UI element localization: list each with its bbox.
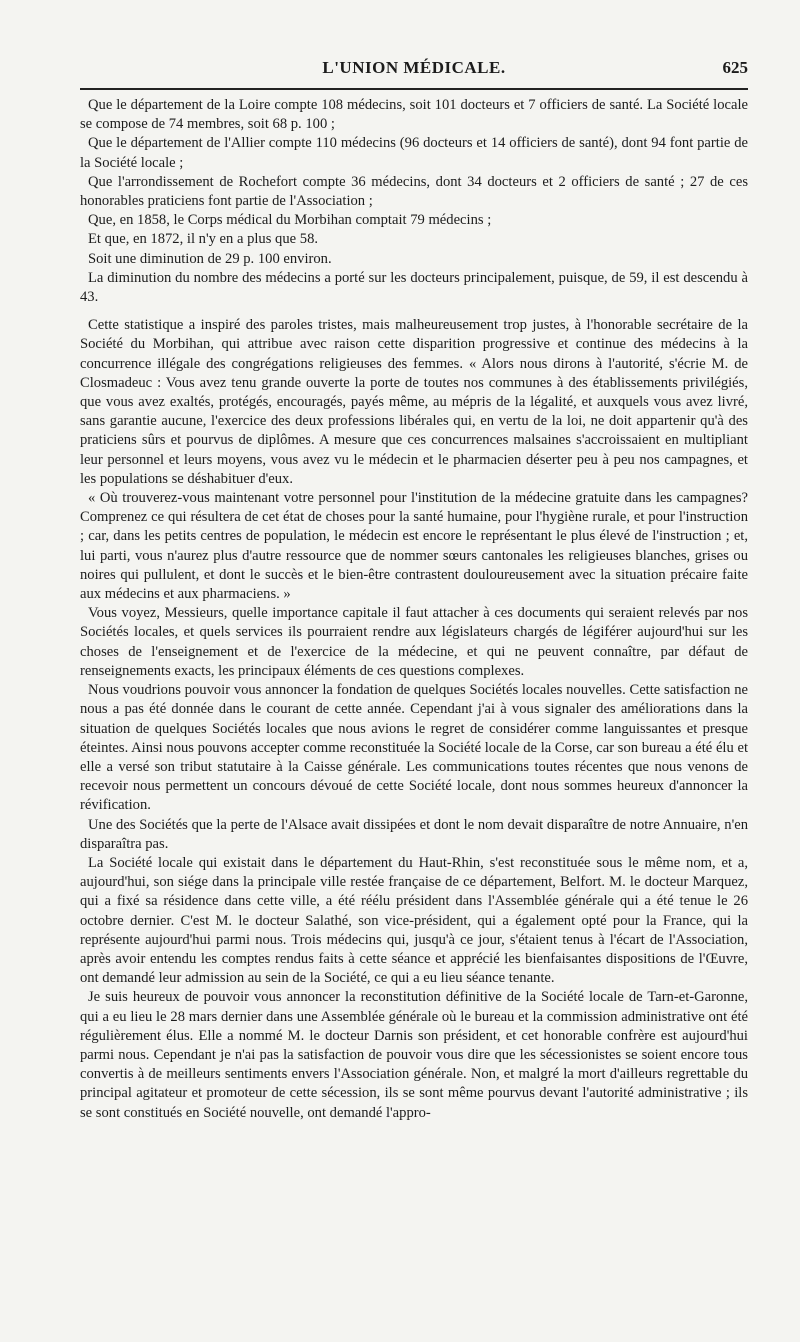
paragraph-rochefort: Que l'arrondissement de Rochefort compte 36 médecins, dont 34 docteurs et 2 officiers de santé ; 27 de ces honorables praticiens font partie de l'Association ; [80, 173, 748, 210]
paragraph-alsace: Une des Sociétés que la perte de l'Alsace avait dissipées et dont le nom devait disparaître de notre Annuaire, n'en disparaîtra pas. [80, 816, 748, 852]
paragraph-haut-rhin: La Société locale qui existait dans le département du Haut-Rhin, s'est reconstituée sous le même nom, et a, aujourd'hui, son siége dans la principale ville restée française de ce département, Belfort. M. le docteur Marquez, qui a fixé sa résidence dans cette ville, a été réélu président dans l'Assemblée générale qui a été tenue le 26 octobre dernier. C'est M. le docteur Salathé, son vice-président, qui a également opté pour la France, qui la représente aujourd'hui parmi nous. Trois médecins qui, jusqu'à ce jour, s'étaient tenus à l'écart de l'Association, après avoir entendu les comptes rendus faits à cette séance et apprécié les bienfaisantes dispositions de l'Œuvre, ont demandé leur admission au sein de la Société, ce qui a eu lieu séance tenante. [80, 854, 748, 987]
article-body [80, 96, 748, 1123]
paragraph-morbihan-1858: Que, en 1858, le Corps médical du Morbihan comptait 79 médecins ; [88, 212, 492, 229]
running-header [80, 56, 748, 86]
paragraph-diminution-percent: Soit une diminution de 29 p. 100 environ. [88, 250, 332, 267]
paragraph-diminution-docteurs: La diminution du nombre des médecins a porté sur les docteurs principalement, puisque, de 59, il est descendu à 43. [80, 269, 748, 306]
paragraph-quote-campagnes: « Où trouverez-vous maintenant votre personnel pour l'institution de la médecine gratuite dans les campagnes? Comprenez ce qui résultera de cet état de choses pour la santé humaine, pour l'hygiène rurale, et pour l'instruction ; car, dans les petits centres de population, le médecin est encore le représentant le plus élevé de l'instruction ; et, lui parti, vous n'aurez plus d'autre ressource que de nommer sœurs cantonales les religieuses blanches, grises ou noires qui pullulent, et dont le succès et le bien-être contrastent douloureusement avec la situation précaire faite aux médecins et aux pharmaciens. » [80, 490, 748, 603]
paragraph-allier: Que le département de l'Allier compte 110 médecins (96 docteurs et 14 officiers de santé), dont 94 font partie de la Société locale ; [80, 135, 748, 171]
paragraph-morbihan-1872: Et que, en 1872, il n'y en a plus que 58. [88, 231, 319, 248]
paragraph-tarn-et-garonne: Je suis heureux de pouvoir vous annoncer la reconstitution définitive de la Société locale de Tarn-et-Garonne, qui a eu lieu le 28 mars dernier dans une Assemblée générale où le bureau et la commission administrative ont été régulièrement élus. Elle a nommé M. le docteur Darnis son président, et cet honorable confrère est aujourd'hui parmi nous. Cependant je n'ai pas la satisfaction de pouvoir vous dire que les sécessionistes se soient encore tous convertis à de meilleurs sentiments envers l'Association générale. Non, et malgré la mort d'ailleurs regrettable du principal agitateur et promoteur de cette sécession, ils se sont même pourvus devant l'autorité administrative ; ils se sont constitués en Société nouvelle, ont demandé l'appro- [80, 989, 748, 1121]
paragraph-statistique: Cette statistique a inspiré des paroles tristes, mais malheureusement trop justes, à l'honorable secrétaire de la Société du Morbihan, qui attribue avec raison cette disparition progressive et continue des médecins à la concurrence illégale des congrégations religieuses des femmes. « Alors nous dirons à l'autorité, s'écrie M. de Closmadeuc : Vous avez tenu grande ouverte la porte de toutes nos communes à des établissements privilégiés, que vous avez exaltés, protégés, encouragés, payés même, au mépris de la légalité, et auxquels vous avez livré, sans garantie aucune, l'exercice des deux professions libérales qui, en vertu de la loi, ne doit appartenir qu'à des praticiens sûrs et pourvus de diplômes. A mesure que ces concurrences malsaines s'accroissaient en multipliant leur personnel et leurs moyens, vous avez vu le médecin et le pharmacien déserter peu à peu nos campagnes, et les populations se déshabituer d'eux. [80, 317, 748, 487]
paragraph-societes-nouvelles: Nous voudrions pouvoir vous annoncer la fondation de quelques Sociétés locales nouvelles. Cette satisfaction ne nous a pas été donnée dans le courant de cette année. Cependant j'ai à vous signaler des améliorations dans la situation de quelques Sociétés locales que nous avions le regret de considérer comme languissantes et presque éteintes. Ainsi nous pouvons accepter comme reconstituée la Société locale de la Corse, car son bureau a été élu et elle a versé son tribut statutaire à la Caisse générale. Les communications toutes récentes que nous venons de recevoir nous permettent un concours dévoué de cette Société locale, dont nous sommes heureux d'annoncer la révification. [80, 682, 748, 814]
page-number: 625 [722, 58, 748, 77]
paragraph-loire: Que le département de la Loire compte 108 médecins, soit 101 docteurs et 7 officiers de santé. La Société locale se compose de 74 membres, soit 68 p. 100 ; [80, 97, 748, 133]
paragraph-importance: Vous voyez, Messieurs, quelle importance capitale il faut attacher à ces documents qui seraient relevés par nos Sociétés locales, et quels services ils pourraient rendre aux législateurs chargés de légiférer aujourd'hui sur les choses de l'enseignement et de l'exercice de la médecine, et qui ne peuvent connaître, par défaut de renseignements exacts, les principaux éléments de ces questions complexes. [80, 605, 748, 679]
journal-title: L'UNION MÉDICALE. [322, 58, 506, 77]
header-rule [80, 88, 748, 90]
